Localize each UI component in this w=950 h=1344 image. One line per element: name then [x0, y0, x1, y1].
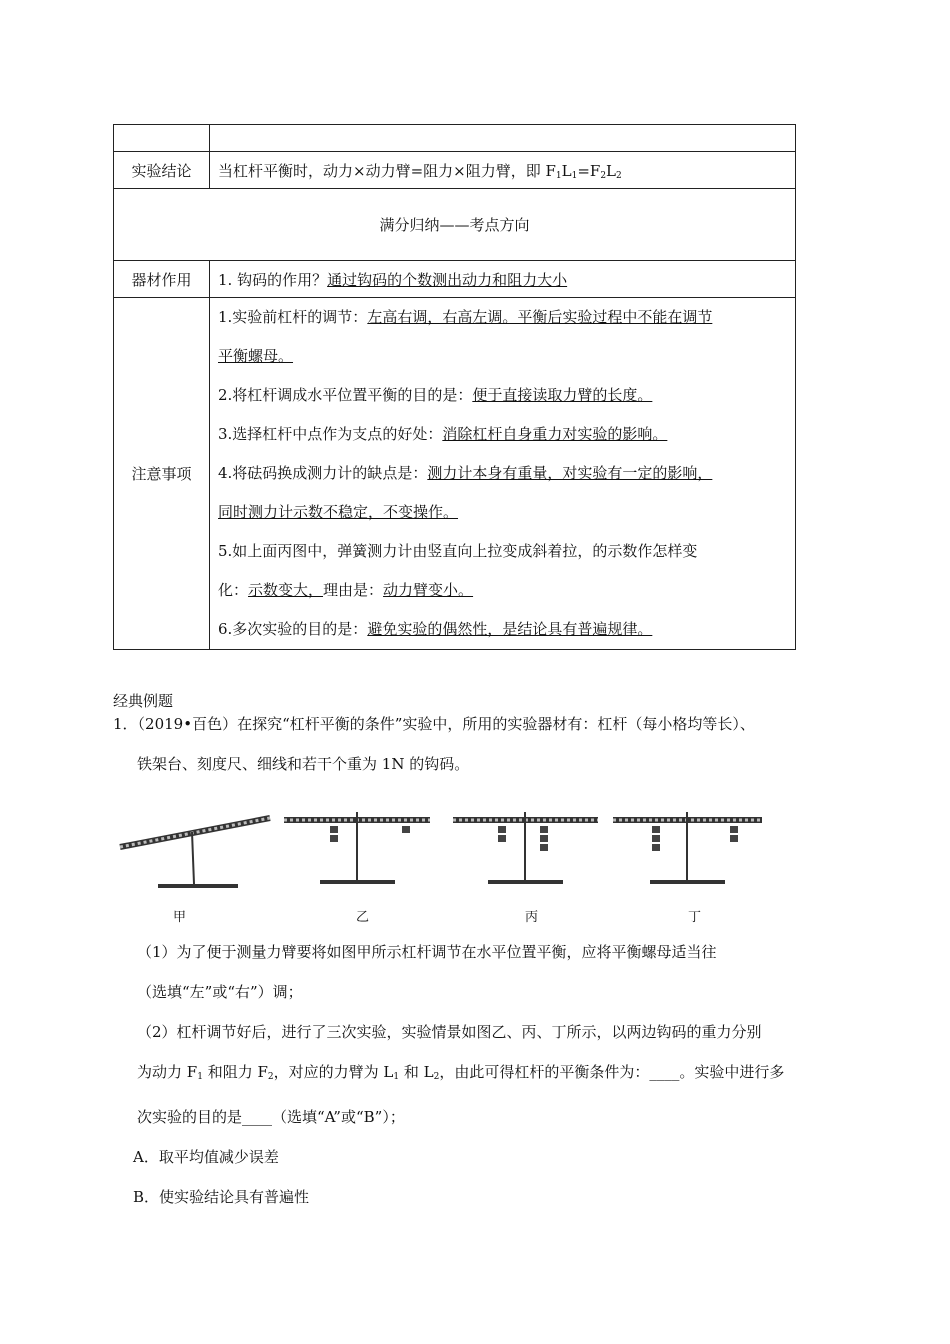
empty-content-cell: [210, 125, 796, 152]
q2-line-3: 次实验的目的是____（选填“A”或“B”）；: [137, 1108, 405, 1126]
notes-label: 注意事项: [114, 298, 210, 650]
summary-header: 满分归纳——考点方向: [114, 189, 796, 261]
table-row-equipment: [114, 261, 796, 298]
sub-1: 1: [555, 170, 562, 181]
sub-3: 2: [600, 170, 607, 181]
note-4-prefix: 4.将砝码换成测力计的缺点是：: [218, 464, 428, 482]
note-6-prefix: 6.多次实验的目的是：: [218, 620, 368, 638]
equipment-answer: 通过钩码的个数测出动力和阻力大小: [327, 270, 568, 289]
note-4: [218, 454, 795, 493]
figure-label-ding: 丁: [688, 910, 702, 925]
lever-figures: [110, 800, 780, 900]
question-line-2: 铁架台、刻度尺、细线和若干个重为 1N 的钩码。: [137, 755, 470, 773]
q2-line-1: （2）杠杆调节好后，进行了三次实验，实验情景如图乙、丙、丁所示，以两边钩码的重力分别: [137, 1023, 762, 1041]
note-4-cont: [218, 493, 795, 532]
formula-eq-f: =F: [577, 161, 601, 180]
figure-jia: [120, 818, 270, 888]
sub-2: 1: [571, 170, 578, 181]
conclusion-label: 实验结论: [114, 152, 210, 189]
q2-line-2: [113, 1052, 853, 1097]
note-4-answer-a: 测力计本身有重量，对实验有一定的影响，: [427, 464, 713, 482]
note-1-answer-a: 左高右调，右高左调。平衡后实验过程中不能在调节: [367, 308, 713, 326]
table-row-empty: [114, 125, 796, 152]
empty-label-cell: [114, 125, 210, 152]
note-1-prefix: 1.实验前杠杆的调节：: [218, 308, 368, 326]
table-row-summary-header: [114, 189, 796, 261]
table-row-notes: [114, 298, 796, 650]
note-4-answer-b: 同时测力计示数不稳定，不变操作。: [218, 503, 459, 521]
q2-text-b: 和阻力 F: [202, 1063, 268, 1081]
note-3: [218, 415, 795, 454]
q2-text-d: 和 L: [399, 1063, 434, 1081]
note-1-cont: [218, 337, 795, 376]
note-1: [218, 298, 795, 337]
figure-yi: [284, 812, 430, 884]
q2-text-a: 为动力 F: [137, 1063, 198, 1081]
equipment-text: [210, 261, 796, 298]
option-b: B．使实验结论具有普遍性: [133, 1188, 310, 1206]
figure-bing: [453, 812, 598, 884]
q2-sub-3: 1: [393, 1072, 400, 1082]
notes-content: [210, 298, 796, 650]
conclusion-text-main: 当杠杆平衡时，动力×动力臂=阻力×阻力臂，即 F: [218, 161, 556, 180]
note-2-answer: 便于直接读取力臂的长度。: [472, 386, 653, 404]
q2-sub-1: 1: [197, 1072, 203, 1082]
note-5-answer-1: 示数变大，: [248, 581, 324, 599]
note-5-answer-2: 动力臂变小。: [383, 581, 474, 599]
figure-label-jia: 甲: [173, 910, 187, 925]
sub-4: 2: [616, 170, 622, 181]
note-5-cont: [218, 571, 795, 610]
note-5: [218, 532, 795, 571]
formula-l: L: [561, 161, 572, 180]
q1-line-1: （1）为了便于测量力臂要将如图甲所示杠杆调节在水平位置平衡，应将平衡螺母适当往: [137, 943, 717, 961]
figure-label-bing: 丙: [525, 910, 539, 925]
table-row-conclusion: [114, 152, 796, 189]
figure-ding: [613, 812, 762, 884]
q1-line-2: （选填“左”或“右”）调；: [137, 983, 303, 1001]
q2-text-e: ，由此可得杠杆的平衡条件为：____。实验中进行多: [439, 1063, 785, 1081]
option-a: A．取平均值减少误差: [133, 1148, 279, 1166]
note-6: [218, 610, 795, 649]
note-3-prefix: 3.选择杠杆中点作为支点的好处：: [218, 425, 443, 443]
note-3-answer: 消除杠杆自身重力对实验的影响。: [442, 425, 668, 443]
q2-sub-2: 2: [267, 1072, 274, 1082]
q2-text-c: ，对应的力臂为 L: [273, 1063, 394, 1081]
q2-sub-4: 2: [433, 1072, 440, 1082]
section-title: 经典例题: [113, 692, 174, 710]
note-6-answer: 避免实验的偶然性，是结论具有普遍规律。: [367, 620, 653, 638]
note-5-text: 5.如上面丙图中，弹簧测力计由竖直向上拉变成斜着拉，的示数作怎样变: [218, 542, 698, 560]
note-1-answer-b: 平衡螺母。: [218, 347, 294, 365]
formula-l2: L: [606, 161, 617, 180]
note-2: [218, 376, 795, 415]
question-parts: [113, 932, 853, 1217]
question-1: [113, 704, 853, 784]
note-5-mid: 理由是：: [323, 581, 384, 599]
conclusion-text: [210, 152, 796, 189]
summary-table: [113, 124, 796, 650]
question-line-1: 1．（2019•百色）在探究“杠杆平衡的条件”实验中，所用的实验器材有：杠杆（每小格均等长）、: [113, 715, 755, 733]
equipment-question: 1. 钩码的作用？: [218, 270, 328, 289]
note-5-prefix: 化：: [218, 581, 249, 599]
figure-label-yi: 乙: [356, 910, 370, 925]
equipment-label: 器材作用: [114, 261, 210, 298]
note-2-prefix: 2.将杠杆调成水平位置平衡的目的是：: [218, 386, 473, 404]
